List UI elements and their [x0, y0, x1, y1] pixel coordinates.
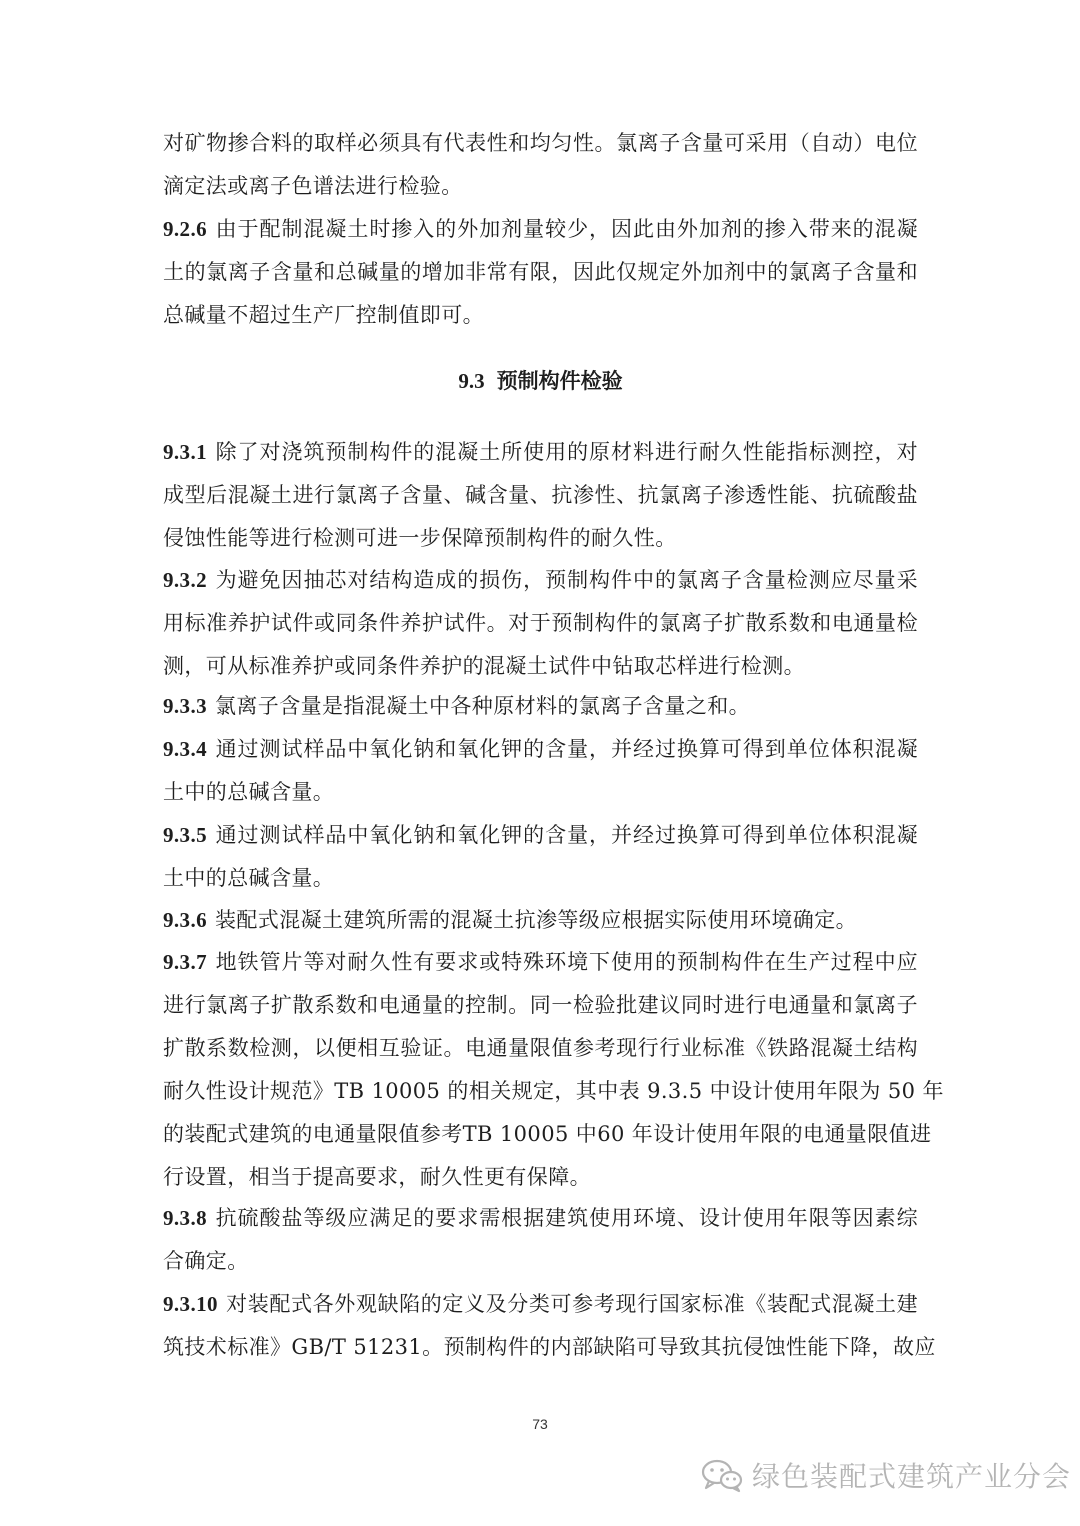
clause-number: 9.3.6 [163, 908, 207, 932]
clause-9-2-6 [163, 214, 918, 244]
clause-9-3-7 [163, 947, 918, 977]
clause-9-3-1 [163, 437, 918, 467]
clause-9-3-6 [163, 905, 918, 935]
body-line: 筑技术标准》GB/T 51231。预制构件的内部缺陷可导致其抗侵蚀性能下降，故应 [163, 1335, 936, 1359]
body-line: 耐久性设计规范》TB 10005 的相关规定，其中表 9.3.5 中设计使用年限为 50 年 [163, 1079, 944, 1103]
clause-number: 9.3.2 [163, 568, 207, 592]
section-number: 9.3 [458, 369, 485, 393]
clause-text: 装配式混凝土建筑所需的混凝土抗渗等级应根据实际使用环境确定。 [215, 908, 857, 932]
clause-number: 9.2.6 [163, 217, 207, 241]
clause-number: 9.3.7 [163, 950, 207, 974]
clause-text: 除了对浇筑预制构件的混凝土所使用的原材料进行耐久性能指标测控，对 [215, 440, 918, 464]
clause-9-3-3 [163, 691, 918, 721]
clause-text: 氯离子含量是指混凝土中各种原材料的氯离子含量之和。 [215, 694, 750, 718]
body-line: 合确定。 [163, 1249, 249, 1273]
body-line: 进行氯离子扩散系数和电通量的控制。同一检验批建议同时进行电通量和氯离子 [163, 993, 918, 1017]
body-line: 土中的总碱含量。 [163, 866, 335, 890]
watermark [700, 1455, 1071, 1495]
clause-text: 由于配制混凝土时掺入的外加剂量较少，因此由外加剂的掺入带来的混凝 [215, 217, 918, 241]
clause-9-3-5 [163, 820, 918, 850]
body-line: 土中的总碱含量。 [163, 780, 335, 804]
clause-number: 9.3.8 [163, 1206, 207, 1230]
body-line: 测，可从标准养护或同条件养护的混凝土试件中钻取芯样进行检测。 [163, 654, 805, 678]
clause-9-3-2 [163, 565, 918, 595]
clause-number: 9.3.10 [163, 1292, 218, 1316]
clause-9-3-10 [163, 1289, 918, 1319]
clause-text: 通过测试样品中氧化钠和氧化钾的含量，并经过换算可得到单位体积混凝 [215, 823, 918, 847]
clause-text: 通过测试样品中氧化钠和氧化钾的含量，并经过换算可得到单位体积混凝 [215, 737, 918, 761]
clause-text: 抗硫酸盐等级应满足的要求需根据建筑使用环境、设计使用年限等因素综 [215, 1206, 918, 1230]
clause-number: 9.3.4 [163, 737, 207, 761]
clause-number: 9.3.1 [163, 440, 207, 464]
body-line: 侵蚀性能等进行检测可进一步保障预制构件的耐久性。 [163, 526, 677, 550]
body-line: 土的氯离子含量和总碱量的增加非常有限，因此仅规定外加剂中的氯离子含量和 [163, 260, 918, 284]
watermark-text: 绿色装配式建筑产业分会 [752, 1460, 1072, 1493]
clause-text: 地铁管片等对耐久性有要求或特殊环境下使用的预制构件在生产过程中应 [215, 950, 918, 974]
body-line: 总碱量不超过生产厂控制值即可。 [163, 303, 484, 327]
body-line: 滴定法或离子色谱法进行检验。 [163, 174, 463, 198]
clause-9-3-4 [163, 734, 918, 764]
wechat-icon [700, 1457, 744, 1493]
body-line: 的装配式建筑的电通量限值参考TB 10005 中60 年设计使用年限的电通量限值进 [163, 1122, 932, 1146]
clause-text: 对装配式各外观缺陷的定义及分类可参考现行国家标准《装配式混凝土建 [225, 1292, 918, 1316]
clause-9-3-8 [163, 1203, 918, 1233]
page-number: 73 [532, 1416, 548, 1432]
body-line: 扩散系数检测，以便相互验证。电通量限值参考现行行业标准《铁路混凝土结构 [163, 1036, 918, 1060]
body-line: 行设置，相当于提高要求，耐久性更有保障。 [163, 1165, 591, 1189]
clause-number: 9.3.3 [163, 694, 207, 718]
clause-text: 为避免因抽芯对结构造成的损伤，预制构件中的氯离子含量检测应尽量采 [215, 568, 918, 592]
body-line: 对矿物掺合料的取样必须具有代表性和均匀性。氯离子含量可采用（自动）电位 [163, 131, 918, 155]
clause-number: 9.3.5 [163, 823, 207, 847]
section-heading [163, 366, 918, 396]
body-line: 成型后混凝土进行氯离子含量、碱含量、抗渗性、抗氯离子渗透性能、抗硫酸盐 [163, 483, 918, 507]
section-title: 预制构件检验 [496, 368, 623, 393]
body-line: 用标准养护试件或同条件养护试件。对于预制构件的氯离子扩散系数和电通量检 [163, 611, 918, 635]
